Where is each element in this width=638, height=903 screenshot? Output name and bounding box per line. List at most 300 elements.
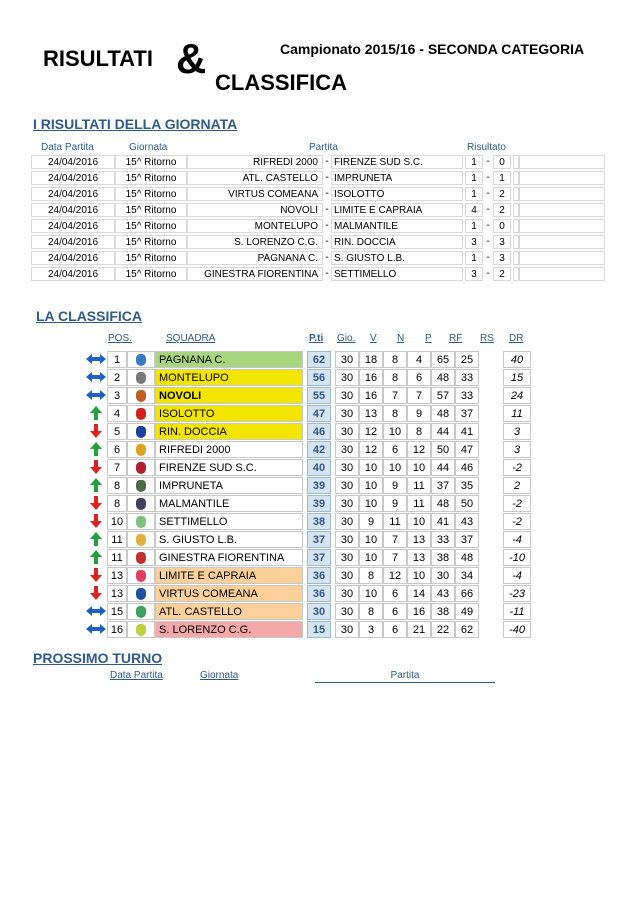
points: 39 — [307, 477, 331, 494]
date: 24/04/2016 — [31, 267, 115, 281]
team-logo-icon — [127, 567, 155, 584]
stat-rs: 25 — [455, 351, 479, 368]
stat-n: 10 — [383, 423, 407, 440]
stat-rs: 43 — [455, 513, 479, 530]
stat-rf: 57 — [431, 387, 455, 404]
position: 8 — [107, 495, 127, 512]
arrow-up-icon — [85, 549, 107, 566]
date: 24/04/2016 — [31, 203, 115, 217]
date: 24/04/2016 — [31, 155, 115, 169]
stat-p: 10 — [407, 567, 431, 584]
score-separator: - — [486, 268, 490, 279]
goal-difference: -23 — [503, 585, 531, 602]
position: 11 — [107, 549, 127, 566]
separator: - — [325, 268, 329, 279]
stat-rf: 43 — [431, 585, 455, 602]
standings-col-dr: DR — [509, 333, 524, 344]
standings-row — [85, 621, 531, 639]
away-team: MALMANTILE — [331, 219, 463, 233]
arrow-up-icon — [85, 531, 107, 548]
arrow-left-right-icon — [85, 621, 107, 638]
stat-n: 7 — [383, 387, 407, 404]
stat-gio: 30 — [335, 621, 359, 638]
home-team: PAGNANA C. — [187, 251, 323, 265]
result-row — [31, 219, 605, 234]
position: 15 — [107, 603, 127, 620]
home-goals: 1 — [465, 155, 483, 169]
stat-gio: 30 — [335, 531, 359, 548]
results-col-match: Partita — [309, 142, 338, 153]
team-name: PAGNANA C. — [155, 351, 303, 368]
round: 15^ Ritorno — [115, 187, 187, 201]
stat-rs: 37 — [455, 531, 479, 548]
stat-gio: 30 — [335, 441, 359, 458]
stat-v: 10 — [359, 477, 383, 494]
stat-gio: 30 — [335, 495, 359, 512]
goal-difference: -10 — [503, 549, 531, 566]
result-row — [31, 235, 605, 250]
stat-p: 4 — [407, 351, 431, 368]
goal-difference: 11 — [503, 405, 531, 422]
standings-col-pos: POS. — [108, 333, 132, 344]
standings-heading: LA CLASSIFICA — [36, 308, 143, 324]
round: 15^ Ritorno — [115, 267, 187, 281]
results-col-result: Risultato — [467, 142, 506, 153]
away-goals: 0 — [493, 155, 511, 169]
title-ampersand: & — [176, 35, 207, 82]
stat-rs: 62 — [455, 621, 479, 638]
date: 24/04/2016 — [31, 251, 115, 265]
stat-p: 13 — [407, 549, 431, 566]
stat-n: 8 — [383, 405, 407, 422]
stat-p: 7 — [407, 387, 431, 404]
team-logo-icon — [127, 603, 155, 620]
goal-difference: -11 — [503, 603, 531, 620]
empty-cell — [519, 251, 605, 265]
away-team: S. GIUSTO L.B. — [331, 251, 463, 265]
stat-rf: 33 — [431, 531, 455, 548]
round: 15^ Ritorno — [115, 203, 187, 217]
points: 62 — [307, 351, 331, 368]
stat-rf: 50 — [431, 441, 455, 458]
score-separator: - — [486, 188, 490, 199]
stat-rs: 33 — [455, 369, 479, 386]
stat-rs: 50 — [455, 495, 479, 512]
stat-gio: 30 — [335, 549, 359, 566]
score-separator: - — [486, 156, 490, 167]
arrow-down-icon — [85, 459, 107, 476]
round: 15^ Ritorno — [115, 251, 187, 265]
standings-row — [85, 585, 531, 603]
team-name: ISOLOTTO — [155, 405, 303, 422]
goal-difference: -2 — [503, 513, 531, 530]
goal-difference: 2 — [503, 477, 531, 494]
points: 39 — [307, 495, 331, 512]
arrow-up-icon — [85, 405, 107, 422]
home-team: RIFREDI 2000 — [187, 155, 323, 169]
away-team: RIN. DOCCIA — [331, 235, 463, 249]
next-col-match: Partita — [315, 670, 495, 683]
position: 5 — [107, 423, 127, 440]
stat-rs: 49 — [455, 603, 479, 620]
standings-row — [85, 513, 531, 531]
arrow-down-icon — [85, 567, 107, 584]
stat-n: 12 — [383, 567, 407, 584]
result-row — [31, 171, 605, 186]
team-logo-icon — [127, 405, 155, 422]
position: 11 — [107, 531, 127, 548]
date: 24/04/2016 — [31, 187, 115, 201]
standings-col-team: SQUADRA — [166, 333, 216, 344]
standings-col-rs: RS — [480, 333, 494, 344]
round: 15^ Ritorno — [115, 219, 187, 233]
position: 1 — [107, 351, 127, 368]
goal-difference: 3 — [503, 423, 531, 440]
stat-n: 7 — [383, 531, 407, 548]
team-logo-icon — [127, 459, 155, 476]
stat-n: 6 — [383, 603, 407, 620]
standings-row — [85, 531, 531, 549]
away-team: LIMITE E CAPRAIA — [331, 203, 463, 217]
goal-difference: -4 — [503, 567, 531, 584]
home-team: MONTELUPO — [187, 219, 323, 233]
points: 46 — [307, 423, 331, 440]
stat-n: 9 — [383, 477, 407, 494]
stat-rf: 41 — [431, 513, 455, 530]
stat-gio: 30 — [335, 585, 359, 602]
points: 55 — [307, 387, 331, 404]
team-logo-icon — [127, 369, 155, 386]
team-name: SETTIMELLO — [155, 513, 303, 530]
team-name: LIMITE E CAPRAIA — [155, 567, 303, 584]
home-team: GINESTRA FIORENTINA — [187, 267, 323, 281]
team-logo-icon — [127, 387, 155, 404]
stat-n: 6 — [383, 585, 407, 602]
stat-v: 18 — [359, 351, 383, 368]
stat-v: 10 — [359, 585, 383, 602]
standings-col-n: N — [397, 333, 405, 344]
stat-p: 16 — [407, 603, 431, 620]
empty-cell — [519, 219, 605, 233]
position: 16 — [107, 621, 127, 638]
stat-rf: 65 — [431, 351, 455, 368]
standings-row — [85, 369, 531, 387]
position: 6 — [107, 441, 127, 458]
stat-v: 8 — [359, 603, 383, 620]
goal-difference: -2 — [503, 459, 531, 476]
stat-rs: 41 — [455, 423, 479, 440]
stat-n: 6 — [383, 621, 407, 638]
empty-cell — [519, 187, 605, 201]
team-logo-icon — [127, 351, 155, 368]
team-name: GINESTRA FIORENTINA — [155, 549, 303, 566]
stat-gio: 30 — [335, 351, 359, 368]
team-logo-icon — [127, 441, 155, 458]
stat-gio: 30 — [335, 513, 359, 530]
home-goals: 3 — [465, 235, 483, 249]
stat-rf: 48 — [431, 495, 455, 512]
arrow-down-icon — [85, 585, 107, 602]
stat-gio: 30 — [335, 567, 359, 584]
home-team: ATL. CASTELLO — [187, 171, 323, 185]
results-col-round: Giornata — [129, 142, 168, 153]
arrow-left-right-icon — [85, 387, 107, 404]
position: 8 — [107, 477, 127, 494]
round: 15^ Ritorno — [115, 171, 187, 185]
next-col-round: Giornata — [200, 670, 239, 681]
position: 4 — [107, 405, 127, 422]
position: 10 — [107, 513, 127, 530]
standings-row — [85, 495, 531, 513]
standings-row — [85, 603, 531, 621]
stat-p: 11 — [407, 477, 431, 494]
arrow-left-right-icon — [85, 369, 107, 386]
score-separator: - — [486, 172, 490, 183]
stat-rf: 38 — [431, 603, 455, 620]
standings-row — [85, 405, 531, 423]
home-goals: 1 — [465, 171, 483, 185]
away-goals: 2 — [493, 267, 511, 281]
standings-col-rf: RF — [449, 333, 463, 344]
goal-difference: 15 — [503, 369, 531, 386]
team-logo-icon — [127, 477, 155, 494]
score-separator: - — [486, 204, 490, 215]
result-row — [31, 251, 605, 266]
team-name: RIFREDI 2000 — [155, 441, 303, 458]
separator: - — [325, 188, 329, 199]
away-goals: 0 — [493, 219, 511, 233]
separator: - — [325, 220, 329, 231]
stat-p: 6 — [407, 369, 431, 386]
points: 37 — [307, 549, 331, 566]
stat-n: 11 — [383, 513, 407, 530]
away-goals: 1 — [493, 171, 511, 185]
arrow-up-icon — [85, 477, 107, 494]
points: 36 — [307, 567, 331, 584]
standings-row — [85, 441, 531, 459]
home-goals: 3 — [465, 267, 483, 281]
stat-n: 9 — [383, 495, 407, 512]
result-row — [31, 267, 605, 282]
goal-difference: -4 — [503, 531, 531, 548]
results-col-date: Data Partita — [41, 142, 94, 153]
stat-p: 10 — [407, 513, 431, 530]
results-heading: I RISULTATI DELLA GIORNATA — [33, 116, 238, 132]
stat-rs: 47 — [455, 441, 479, 458]
stat-v: 3 — [359, 621, 383, 638]
separator: - — [325, 252, 329, 263]
goal-difference: 40 — [503, 351, 531, 368]
points: 40 — [307, 459, 331, 476]
team-name: RIN. DOCCIA — [155, 423, 303, 440]
stat-p: 13 — [407, 531, 431, 548]
away-team: FIRENZE SUD S.C. — [331, 155, 463, 169]
stat-v: 16 — [359, 387, 383, 404]
stat-v: 10 — [359, 459, 383, 476]
team-logo-icon — [127, 513, 155, 530]
team-logo-icon — [127, 621, 155, 638]
stat-v: 9 — [359, 513, 383, 530]
result-row — [31, 187, 605, 202]
round: 15^ Ritorno — [115, 155, 187, 169]
position: 13 — [107, 585, 127, 602]
points: 15 — [307, 621, 331, 638]
stat-n: 6 — [383, 441, 407, 458]
empty-cell — [519, 235, 605, 249]
stat-p: 10 — [407, 459, 431, 476]
stat-gio: 30 — [335, 423, 359, 440]
home-team: NOVOLI — [187, 203, 323, 217]
team-name: MALMANTILE — [155, 495, 303, 512]
separator: - — [325, 204, 329, 215]
stat-rf: 38 — [431, 549, 455, 566]
arrow-left-right-icon — [85, 351, 107, 368]
score-separator: - — [486, 236, 490, 247]
stat-rf: 44 — [431, 459, 455, 476]
title-classifica: CLASSIFICA — [215, 70, 347, 95]
stat-rf: 44 — [431, 423, 455, 440]
title-risultati: RISULTATI — [43, 46, 153, 71]
team-logo-icon — [127, 585, 155, 602]
away-team: ISOLOTTO — [331, 187, 463, 201]
championship-label: Campionato 2015/16 - SECONDA CATEGORIA — [280, 41, 585, 57]
home-team: VIRTUS COMEANA — [187, 187, 323, 201]
arrow-up-icon — [85, 441, 107, 458]
arrow-down-icon — [85, 423, 107, 440]
standings-row — [85, 459, 531, 477]
standings-col-v: V — [370, 333, 377, 344]
stat-n: 8 — [383, 351, 407, 368]
stat-rs: 34 — [455, 567, 479, 584]
arrow-down-icon — [85, 513, 107, 530]
stat-rs: 33 — [455, 387, 479, 404]
result-row — [31, 203, 605, 218]
team-name: ATL. CASTELLO — [155, 603, 303, 620]
home-goals: 4 — [465, 203, 483, 217]
team-name: FIRENZE SUD S.C. — [155, 459, 303, 476]
stat-gio: 30 — [335, 459, 359, 476]
stat-rf: 22 — [431, 621, 455, 638]
stat-v: 10 — [359, 549, 383, 566]
team-name: VIRTUS COMEANA — [155, 585, 303, 602]
empty-cell — [519, 155, 605, 169]
standings-col-pti: P.ti — [309, 333, 324, 344]
points: 30 — [307, 603, 331, 620]
stat-rs: 37 — [455, 405, 479, 422]
team-name: S. GIUSTO L.B. — [155, 531, 303, 548]
points: 37 — [307, 531, 331, 548]
next-col-date: Data Partita — [110, 670, 163, 681]
points: 47 — [307, 405, 331, 422]
round: 15^ Ritorno — [115, 235, 187, 249]
stat-p: 11 — [407, 495, 431, 512]
stat-v: 16 — [359, 369, 383, 386]
standings-row — [85, 423, 531, 441]
team-logo-icon — [127, 423, 155, 440]
stat-rs: 46 — [455, 459, 479, 476]
away-goals: 3 — [493, 251, 511, 265]
date: 24/04/2016 — [31, 235, 115, 249]
away-goals: 3 — [493, 235, 511, 249]
empty-cell — [519, 171, 605, 185]
team-logo-icon — [127, 531, 155, 548]
stat-n: 10 — [383, 459, 407, 476]
stat-v: 13 — [359, 405, 383, 422]
home-team: S. LORENZO C.G. — [187, 235, 323, 249]
stat-rf: 48 — [431, 405, 455, 422]
next-round-heading: PROSSIMO TURNO — [33, 650, 163, 666]
stat-gio: 30 — [335, 477, 359, 494]
score-separator: - — [486, 252, 490, 263]
stat-rs: 66 — [455, 585, 479, 602]
home-goals: 1 — [465, 187, 483, 201]
away-team: SETTIMELLO — [331, 267, 463, 281]
goal-difference: -40 — [503, 621, 531, 638]
points: 56 — [307, 369, 331, 386]
stat-v: 10 — [359, 531, 383, 548]
arrow-left-right-icon — [85, 603, 107, 620]
team-logo-icon — [127, 495, 155, 512]
standings-col-gio: Gio. — [337, 333, 356, 344]
standings-row — [85, 351, 531, 369]
standings-row — [85, 567, 531, 585]
points: 38 — [307, 513, 331, 530]
standings-col-p: P — [425, 333, 432, 344]
standings-row — [85, 477, 531, 495]
date: 24/04/2016 — [31, 171, 115, 185]
team-name: NOVOLI — [155, 387, 303, 404]
separator: - — [325, 236, 329, 247]
stat-n: 7 — [383, 549, 407, 566]
empty-cell — [519, 267, 605, 281]
position: 13 — [107, 567, 127, 584]
goal-difference: 24 — [503, 387, 531, 404]
points: 36 — [307, 585, 331, 602]
home-goals: 1 — [465, 251, 483, 265]
empty-cell — [519, 203, 605, 217]
stat-gio: 30 — [335, 405, 359, 422]
stat-p: 12 — [407, 441, 431, 458]
stat-rs: 35 — [455, 477, 479, 494]
stat-gio: 30 — [335, 369, 359, 386]
points: 42 — [307, 441, 331, 458]
stat-v: 12 — [359, 441, 383, 458]
stat-n: 8 — [383, 369, 407, 386]
stat-rf: 37 — [431, 477, 455, 494]
position: 3 — [107, 387, 127, 404]
away-goals: 2 — [493, 187, 511, 201]
stat-p: 21 — [407, 621, 431, 638]
stat-rf: 48 — [431, 369, 455, 386]
standings-row — [85, 549, 531, 567]
team-name: IMPRUNETA — [155, 477, 303, 494]
stat-p: 14 — [407, 585, 431, 602]
separator: - — [325, 172, 329, 183]
stat-rs: 48 — [455, 549, 479, 566]
stat-gio: 30 — [335, 387, 359, 404]
away-goals: 2 — [493, 203, 511, 217]
stat-gio: 30 — [335, 603, 359, 620]
stat-p: 8 — [407, 423, 431, 440]
separator: - — [325, 156, 329, 167]
stat-p: 9 — [407, 405, 431, 422]
stat-v: 10 — [359, 495, 383, 512]
arrow-down-icon — [85, 495, 107, 512]
standings-row — [85, 387, 531, 405]
position: 2 — [107, 369, 127, 386]
team-name: S. LORENZO C.G. — [155, 621, 303, 638]
stat-v: 12 — [359, 423, 383, 440]
